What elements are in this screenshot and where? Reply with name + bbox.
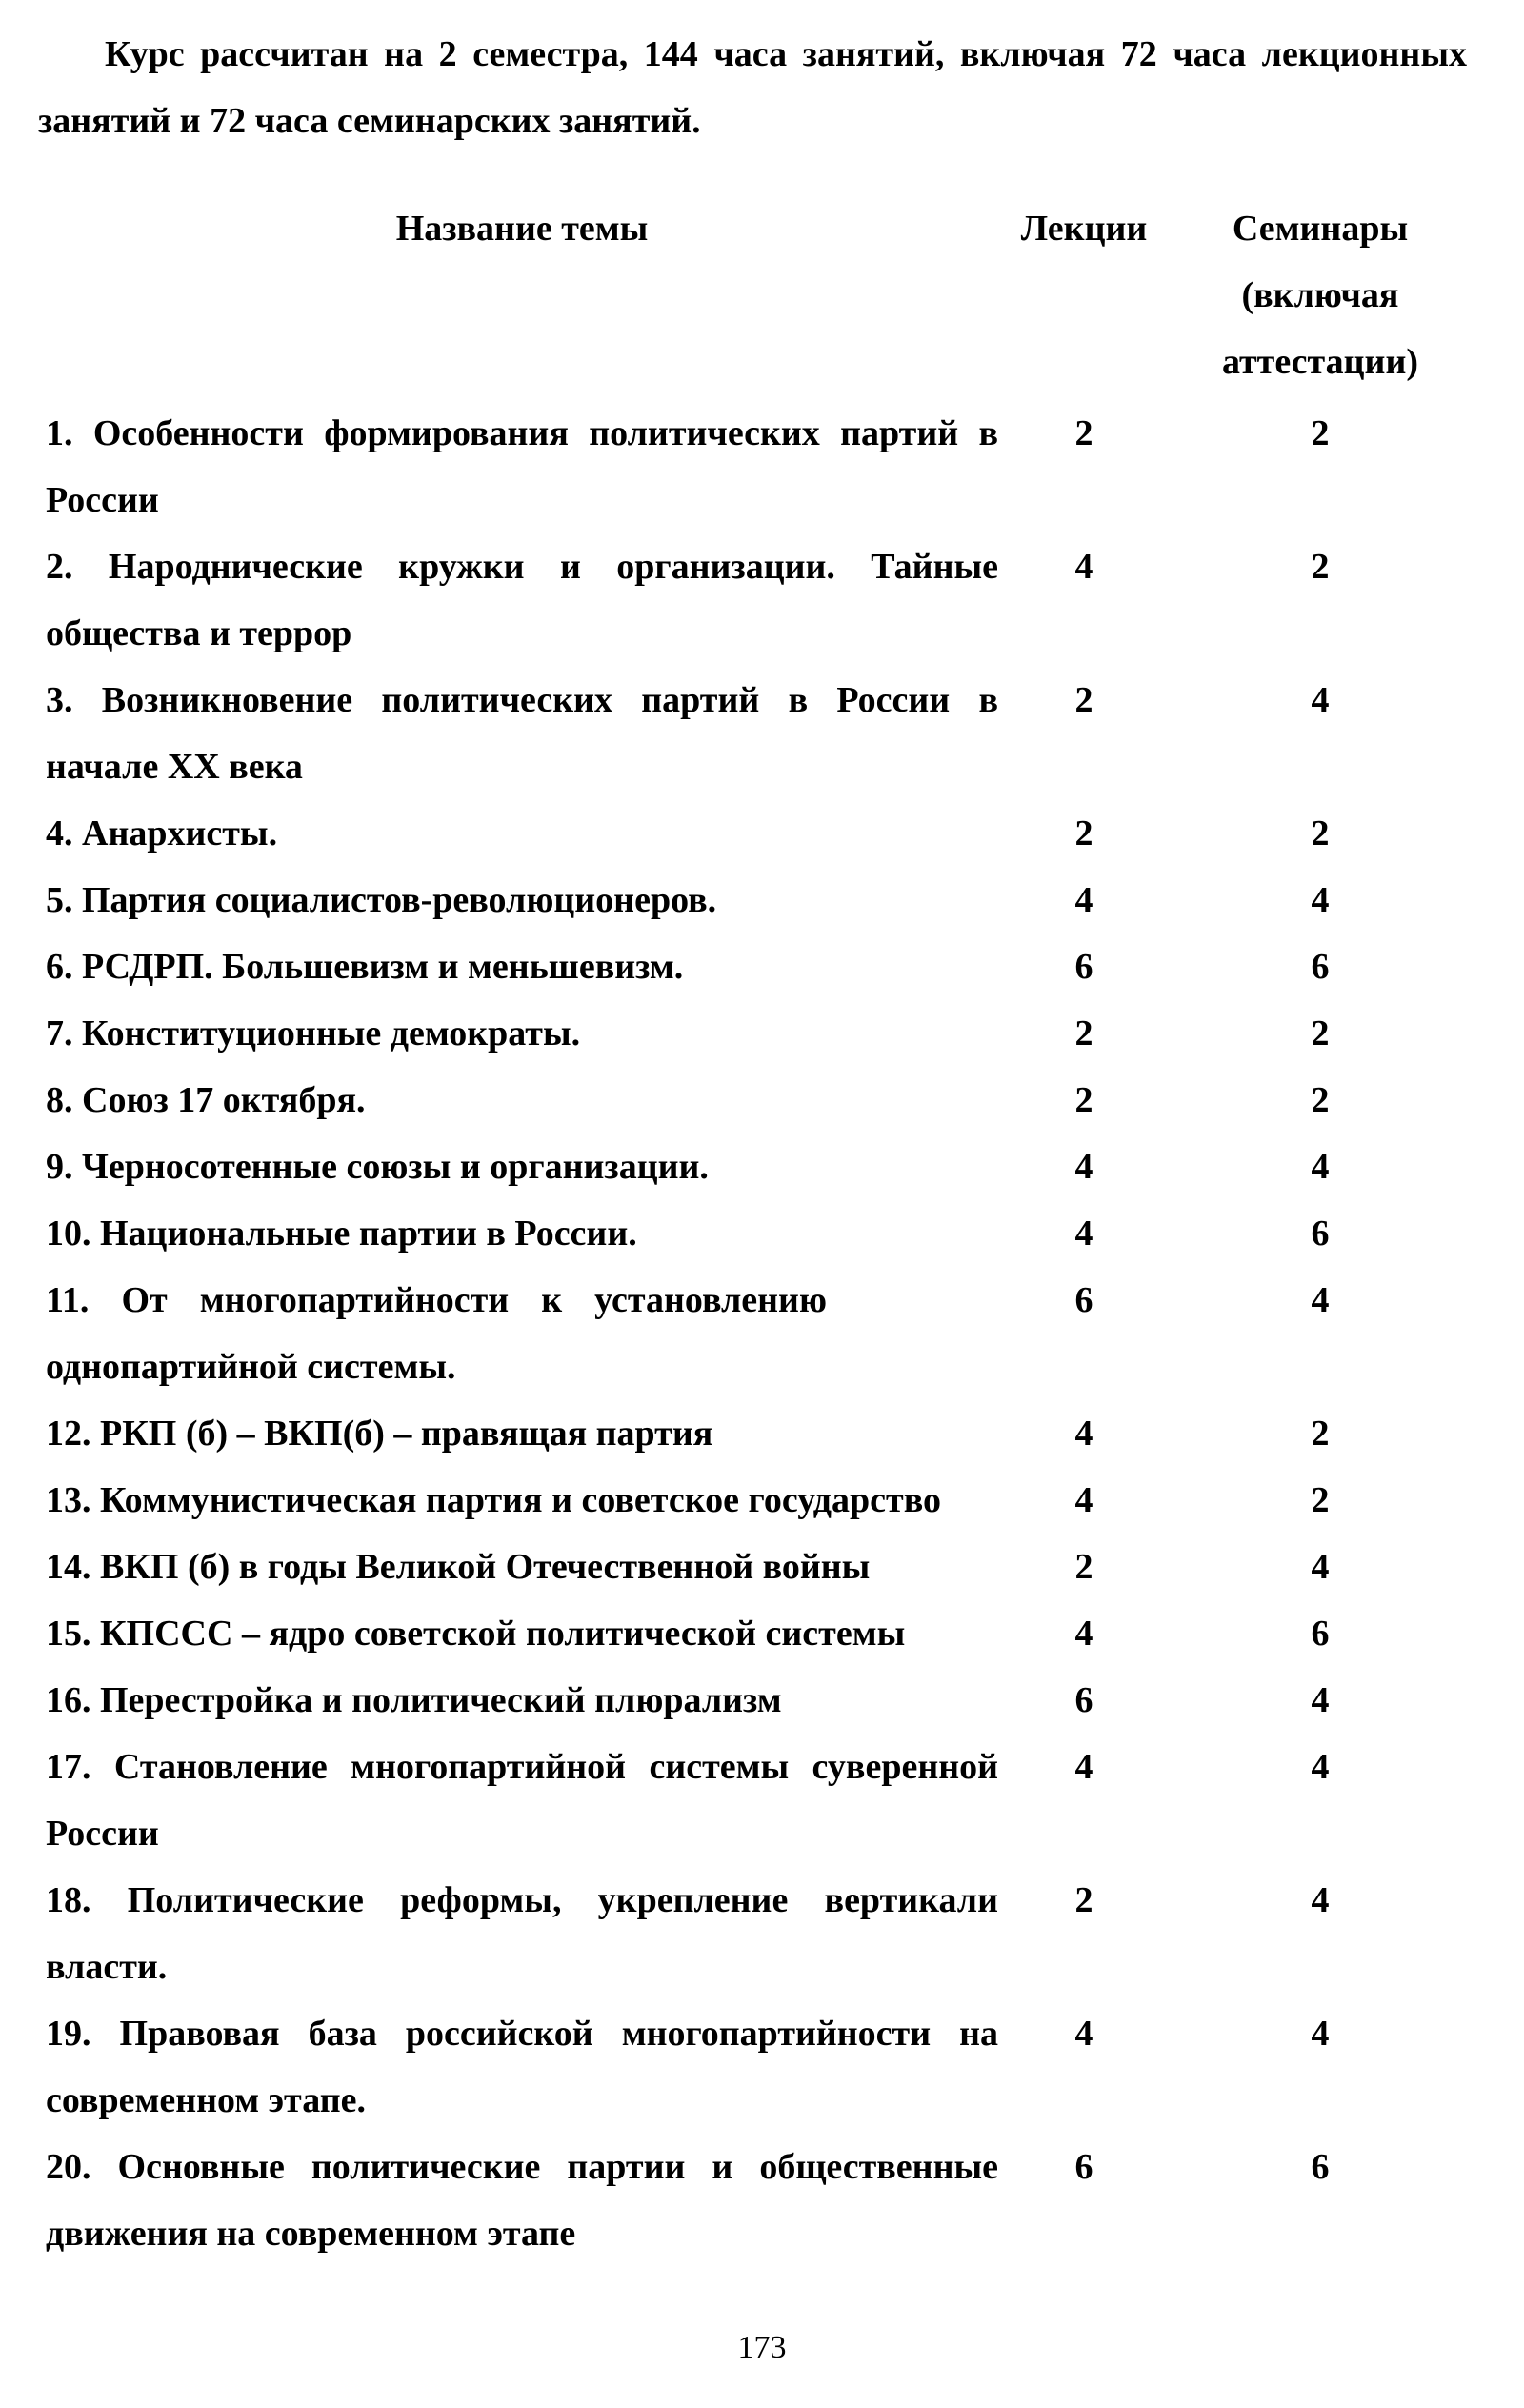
lectures-cell: 2 — [1074, 680, 1093, 720]
seminars-cell: 6 — [1311, 1214, 1330, 1254]
seminars-cell: 2 — [1311, 813, 1330, 853]
seminars-cell: 4 — [1311, 1280, 1330, 1320]
seminars-cell: 2 — [1311, 1480, 1330, 1520]
topic-cell: 4. Анархисты. — [46, 813, 278, 853]
topic-cell: 17. Становление многопартийной системы суверенной России — [46, 1747, 998, 1854]
seminars-cell: 2 — [1311, 547, 1330, 587]
lectures-cell: 4 — [1074, 1414, 1093, 1454]
seminars-cell: 6 — [1311, 2147, 1330, 2187]
lectures-cell: 4 — [1074, 1480, 1093, 1520]
lectures-cell: 2 — [1074, 813, 1093, 853]
lectures-cell: 4 — [1074, 1614, 1093, 1654]
topic-cell: 5. Партия социалистов-революционеров. — [46, 880, 717, 920]
topic-cell: 9. Черносотенные союзы и организации. — [46, 1147, 709, 1187]
seminars-cell: 2 — [1311, 1414, 1330, 1454]
header-seminars: Семинары (включая аттестации) — [1221, 209, 1418, 382]
seminars-cell: 6 — [1311, 947, 1330, 987]
page-number: 173 — [737, 2330, 787, 2365]
seminars-cell: 4 — [1311, 680, 1330, 720]
seminars-cell: 2 — [1311, 413, 1330, 453]
seminars-cell: 4 — [1311, 1680, 1330, 1720]
topic-cell: 8. Союз 17 октября. — [46, 1080, 366, 1120]
lectures-cell: 4 — [1074, 880, 1093, 920]
topic-cell: 18. Политические реформы, укрепление вертикали власти. — [46, 1880, 998, 1987]
lectures-cell: 6 — [1074, 1280, 1093, 1320]
topic-cell: 1. Особенности формирования политических партий в России — [46, 413, 998, 520]
seminars-cell: 4 — [1311, 1747, 1330, 1787]
seminars-cell: 2 — [1311, 1013, 1330, 1054]
topic-cell: 10. Национальные партии в России. — [46, 1214, 637, 1254]
lectures-cell: 2 — [1074, 1080, 1093, 1120]
seminars-cell: 6 — [1311, 1614, 1330, 1654]
topic-cell: 12. РКП (б) – ВКП(б) – правящая партия — [46, 1414, 713, 1454]
lectures-cell: 4 — [1074, 2014, 1093, 2054]
topic-cell: 13. Коммунистическая партия и советское государство — [46, 1480, 941, 1520]
topic-cell: 19. Правовая база российской многопартийности на современном этапе. — [46, 2014, 998, 2120]
seminars-cell: 2 — [1311, 1080, 1330, 1120]
header-topic: Название темы — [395, 209, 649, 249]
topic-cell: 14. ВКП (б) в годы Великой Отечественной войны — [46, 1547, 871, 1587]
lectures-cell: 2 — [1074, 1880, 1093, 1920]
lectures-cell: 6 — [1074, 2147, 1093, 2187]
topic-cell: 7. Конституционные демократы. — [46, 1013, 581, 1054]
lectures-cell: 2 — [1074, 413, 1093, 453]
topic-cell: 2. Народнические кружки и организации. Тайные общества и террор — [46, 547, 998, 653]
lectures-cell: 4 — [1074, 1747, 1093, 1787]
topic-cell: 11. От многопартийности к установлению однопартийной системы. — [46, 1280, 827, 1387]
lectures-cell: 2 — [1074, 1547, 1093, 1587]
topic-cell: 3. Возникновение политических партий в России в начале XX века — [46, 680, 998, 787]
lectures-cell: 4 — [1074, 1147, 1093, 1187]
seminars-cell: 4 — [1311, 1880, 1330, 1920]
topic-cell: 16. Перестройка и политический плюрализм — [46, 1680, 782, 1720]
lectures-cell: 2 — [1074, 1013, 1093, 1054]
topic-cell: 15. КПССС – ядро советской политической системы — [46, 1614, 906, 1654]
seminars-cell: 4 — [1311, 880, 1330, 920]
lectures-cell: 4 — [1074, 1214, 1093, 1254]
header-lectures: Лекции — [1020, 209, 1148, 249]
seminars-cell: 4 — [1311, 1547, 1330, 1587]
lectures-cell: 4 — [1074, 547, 1093, 587]
lectures-cell: 6 — [1074, 1680, 1093, 1720]
topic-cell: 20. Основные политические партии и общественные движения на современном этапе — [46, 2147, 998, 2254]
topic-cell: 6. РСДРП. Большевизм и меньшевизм. — [46, 947, 684, 987]
seminars-cell: 4 — [1311, 2014, 1330, 2054]
intro-paragraph: Курс рассчитан на 2 семестра, 144 часа занятий, включая 72 часа лекционных занятий и 72 часа семинарских занятий. — [38, 34, 1467, 141]
lectures-cell: 6 — [1074, 947, 1093, 987]
seminars-cell: 4 — [1311, 1147, 1330, 1187]
